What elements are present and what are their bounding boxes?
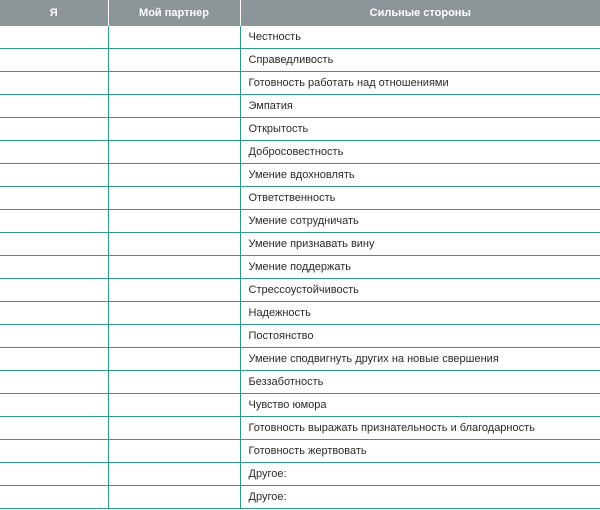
table-row bbox=[0, 440, 600, 463]
table-row bbox=[0, 141, 600, 164]
partner-checkbox-cell[interactable] bbox=[108, 95, 240, 118]
me-checkbox-cell[interactable] bbox=[0, 394, 108, 417]
partner-checkbox-cell[interactable] bbox=[108, 49, 240, 72]
me-checkbox-cell[interactable] bbox=[0, 325, 108, 348]
strength-label: Умение сотрудничать bbox=[240, 210, 600, 233]
partner-checkbox-cell[interactable] bbox=[108, 256, 240, 279]
strength-label: Беззаботность bbox=[240, 371, 600, 394]
strength-label: Готовность выражать признательность и благодарность bbox=[240, 417, 600, 440]
partner-checkbox-cell[interactable] bbox=[108, 210, 240, 233]
me-checkbox-cell[interactable] bbox=[0, 302, 108, 325]
partner-checkbox-cell[interactable] bbox=[108, 233, 240, 256]
partner-checkbox-cell[interactable] bbox=[108, 417, 240, 440]
table-row bbox=[0, 348, 600, 371]
partner-checkbox-cell[interactable] bbox=[108, 348, 240, 371]
me-checkbox-cell[interactable] bbox=[0, 72, 108, 95]
table-row bbox=[0, 72, 600, 95]
partner-checkbox-cell[interactable] bbox=[108, 486, 240, 509]
me-checkbox-cell[interactable] bbox=[0, 118, 108, 141]
strength-label: Умение признавать вину bbox=[240, 233, 600, 256]
table-row bbox=[0, 463, 600, 486]
table-row bbox=[0, 26, 600, 49]
strength-label: Стрессоустойчивость bbox=[240, 279, 600, 302]
table-row bbox=[0, 118, 600, 141]
header-strengths: Сильные стороны bbox=[240, 0, 600, 26]
me-checkbox-cell[interactable] bbox=[0, 348, 108, 371]
me-checkbox-cell[interactable] bbox=[0, 440, 108, 463]
partner-checkbox-cell[interactable] bbox=[108, 72, 240, 95]
me-checkbox-cell[interactable] bbox=[0, 164, 108, 187]
me-checkbox-cell[interactable] bbox=[0, 210, 108, 233]
strength-label: Добросовестность bbox=[240, 141, 600, 164]
table-row bbox=[0, 233, 600, 256]
strength-label: Готовность жертвовать bbox=[240, 440, 600, 463]
table-row bbox=[0, 486, 600, 509]
partner-checkbox-cell[interactable] bbox=[108, 118, 240, 141]
header-me: Я bbox=[0, 0, 108, 26]
strength-label: Умение поддержать bbox=[240, 256, 600, 279]
me-checkbox-cell[interactable] bbox=[0, 49, 108, 72]
strength-label: Открытость bbox=[240, 118, 600, 141]
table-row bbox=[0, 417, 600, 440]
strength-label: Надежность bbox=[240, 302, 600, 325]
header-partner: Мой партнер bbox=[108, 0, 240, 26]
strength-label: Постоянство bbox=[240, 325, 600, 348]
me-checkbox-cell[interactable] bbox=[0, 26, 108, 49]
header-row bbox=[0, 0, 600, 26]
table-row bbox=[0, 210, 600, 233]
partner-checkbox-cell[interactable] bbox=[108, 325, 240, 348]
table-row bbox=[0, 325, 600, 348]
strength-label: Честность bbox=[240, 26, 600, 49]
me-checkbox-cell[interactable] bbox=[0, 187, 108, 210]
table-row bbox=[0, 279, 600, 302]
strength-label: Эмпатия bbox=[240, 95, 600, 118]
me-checkbox-cell[interactable] bbox=[0, 371, 108, 394]
strength-label: Готовность работать над отношениями bbox=[240, 72, 600, 95]
partner-checkbox-cell[interactable] bbox=[108, 302, 240, 325]
table-row bbox=[0, 302, 600, 325]
table-row bbox=[0, 187, 600, 210]
me-checkbox-cell[interactable] bbox=[0, 233, 108, 256]
partner-checkbox-cell[interactable] bbox=[108, 141, 240, 164]
table-row bbox=[0, 49, 600, 72]
partner-checkbox-cell[interactable] bbox=[108, 440, 240, 463]
partner-checkbox-cell[interactable] bbox=[108, 394, 240, 417]
strength-label: Ответственность bbox=[240, 187, 600, 210]
partner-checkbox-cell[interactable] bbox=[108, 371, 240, 394]
partner-checkbox-cell[interactable] bbox=[108, 187, 240, 210]
me-checkbox-cell[interactable] bbox=[0, 279, 108, 302]
table-row bbox=[0, 164, 600, 187]
partner-checkbox-cell[interactable] bbox=[108, 26, 240, 49]
table-row bbox=[0, 394, 600, 417]
strength-label: Справедливость bbox=[240, 49, 600, 72]
partner-checkbox-cell[interactable] bbox=[108, 164, 240, 187]
table-row bbox=[0, 371, 600, 394]
me-checkbox-cell[interactable] bbox=[0, 463, 108, 486]
me-checkbox-cell[interactable] bbox=[0, 417, 108, 440]
me-checkbox-cell[interactable] bbox=[0, 141, 108, 164]
strength-label: Другое: bbox=[240, 463, 600, 486]
strength-label: Умение сподвигнуть других на новые свершения bbox=[240, 348, 600, 371]
me-checkbox-cell[interactable] bbox=[0, 256, 108, 279]
strength-label: Другое: bbox=[240, 486, 600, 509]
table-body bbox=[0, 26, 600, 509]
me-checkbox-cell[interactable] bbox=[0, 95, 108, 118]
table-row bbox=[0, 256, 600, 279]
partner-checkbox-cell[interactable] bbox=[108, 279, 240, 302]
strength-label: Умение вдохновлять bbox=[240, 164, 600, 187]
me-checkbox-cell[interactable] bbox=[0, 486, 108, 509]
partner-checkbox-cell[interactable] bbox=[108, 463, 240, 486]
strength-label: Чувство юмора bbox=[240, 394, 600, 417]
table-row bbox=[0, 95, 600, 118]
